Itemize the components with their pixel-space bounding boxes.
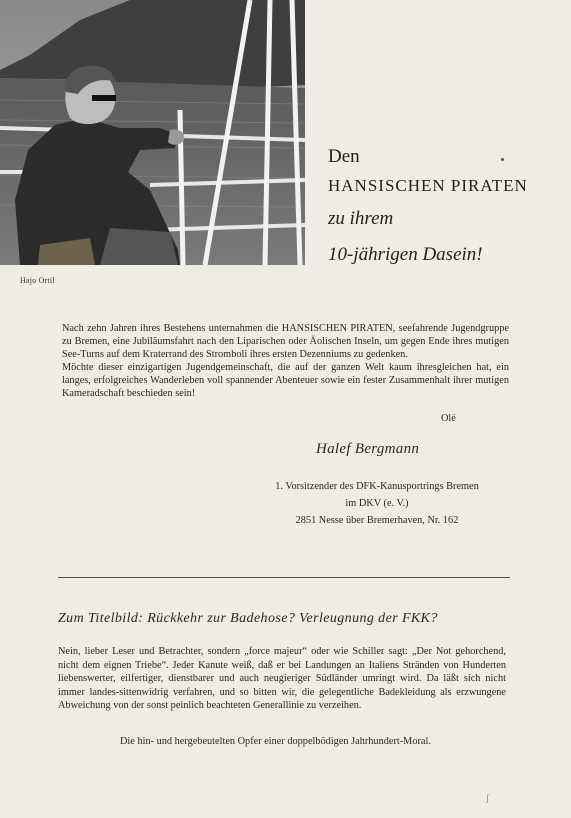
- cover-closing-line: Die hin- und hergebeutelten Opfer einer doppelbödigen Jahrhundert-Moral.: [120, 736, 431, 747]
- intro-text: [62, 322, 509, 400]
- photo-caption: Hajo Ortil: [20, 276, 55, 285]
- cover-text: [58, 645, 506, 713]
- stray-mark: ʃ: [486, 793, 489, 803]
- cover-headline: Zum Titelbild: Rückkehr zur Badehose? Verleugnung der FKK?: [58, 611, 438, 626]
- dedication-line-4: 10-jährigen Dasein!: [328, 244, 483, 265]
- photo-man-on-ship-deck: [0, 0, 305, 265]
- affiliation-line-1: 1. Vorsitzender des DFK-Kanusportrings Bremen: [275, 481, 479, 492]
- ole-exclamation: Olé: [441, 413, 456, 424]
- signature-name: Halef Bergmann: [316, 441, 420, 457]
- intro-paragraph-1: Nach zehn Jahren ihres Bestehens unternahmen die HANSISCHEN PIRATEN, seefahrende Jugendgruppe zu Bremen, eine Jubiläumsfahrt nach den Liparischen oder Äolischen Inseln, um gegen Ende ihres mutigen See-Turns auf dem Kraterrand des Stromboli ihres ersten Dezenniums zu gedenken.: [62, 323, 509, 360]
- affiliation-line-3: 2851 Nesse über Bremerhaven, Nr. 162: [295, 515, 459, 526]
- affiliation-line-2: im DKV (e. V.): [345, 498, 409, 509]
- decorative-dot: [501, 158, 504, 161]
- dedication-line-1: Den: [328, 146, 360, 167]
- cover-paragraph: Nein, lieber Leser und Betrachter, sondern „force majeur“ oder wie Schiller sagt: „Der Not gehorchend, nicht dem eignen Triebe“. Jeder Kanute weiß, daß er bei Landungen an Italiens Stränden von Hunderten liebenswerter, eilfertiger, dienstbarer und auch neugieriger Südländer umringt wird. Da läßt sich nicht immer landes-sittenwidrig verfahren, und so bitten wir, die gelegentliche Badekleidung als erzwungene Abweichung von der sonst peinlich beachteten Generallinie zu verzeihen.: [58, 646, 506, 711]
- signature-affiliation: [245, 478, 509, 529]
- divider-line: [58, 577, 510, 578]
- dedication-line-3: zu ihrem: [328, 208, 394, 229]
- dedication-line-2: HANSISCHEN PIRATEN: [328, 176, 528, 195]
- intro-paragraph-2: Möchte dieser einzigartigen Jugendgemeinschaft, die auf der ganzen Welt kaum ihresgleichen hat, ein langes, erfolgreiches Wanderleben voll spannender Abenteuer sowie ein fester Zusammenhalt ihrer mutigen Kameradschaft beschieden sein!: [62, 362, 509, 399]
